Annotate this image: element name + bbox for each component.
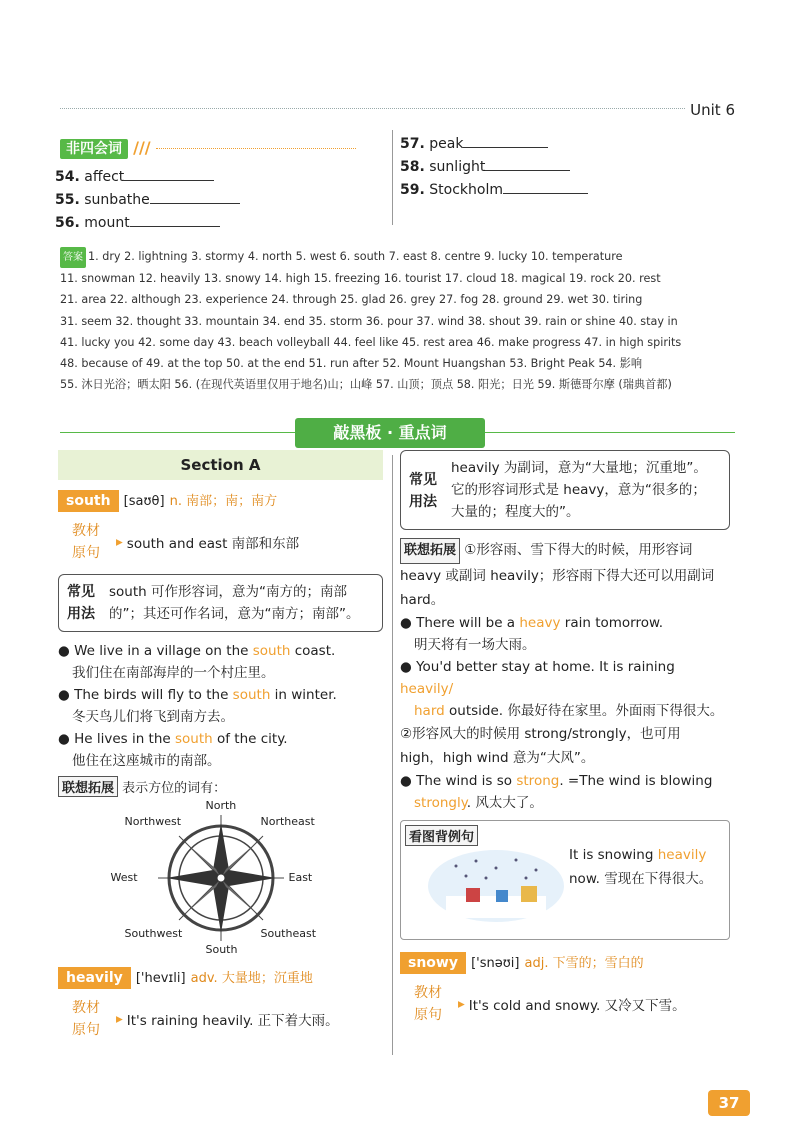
textbook-sentence: 教材 原句 ▸ south and east 南部和东部	[72, 523, 300, 561]
compass-northeast: Northeast	[260, 815, 315, 828]
answer-line: 答案 1. dry 2. lightning 3. stormy 4. north 5. west 6. south 7. east 8. centre 9. lucky 10. temperature	[60, 246, 720, 268]
example-line: ● There will be a heavy rain tomorrow.	[400, 615, 664, 631]
example-line: ● We live in a village on the south coast.	[58, 643, 336, 659]
word-tag: south	[58, 490, 119, 512]
banner-rule-right	[485, 432, 735, 433]
word-entry-south: south [saʊθ] n. 南部；南；南方	[58, 490, 383, 512]
compass-southeast: Southeast	[260, 927, 317, 940]
usage-box: 常见 用法 south 可作形容词，意为“南方的；南部 的”；其还可作名词，意为“南方；南部”。	[58, 574, 383, 632]
left-column	[58, 450, 383, 1041]
example-line: ● The wind is so strong. =The wind is blowing	[400, 773, 713, 789]
answer-line: 11. snowman 12. heavily 13. snowy 14. high 15. freezing 16. tourist 17. cloud 18. magical 19. rock 20. rest	[60, 272, 661, 286]
answer-line: 31. seem 32. thought 33. mountain 34. end 35. storm 36. pour 37. wind 38. shout 39. rain or shine 40. stay in	[60, 314, 678, 328]
word-tag: snowy	[400, 952, 466, 974]
example-line: ● You'd better stay at home. It is raining heavily/	[400, 659, 675, 697]
vocab-item: 57. peak	[400, 133, 588, 156]
extension-block: 联想拓展 ①形容雨、雪下得大的时候，用形容词 heavy 或副词 heavily；形容雨下得大还可以用副词 hard。 ● There will be a heavy rain tomorrow. 明天将有一场大雨。 ● You'd better stay at home. It is raining heavily/ hard outside. 你最好待在家里。外面雨下得很大。 ②形容风大的时候用 strong/strongly，也可用 high，high wind 意为“大风”。 ● The wind is so strong. =The wind is blowing strongly. 风太大了。	[400, 538, 730, 814]
example-translation: 他住在这座城市的南部。	[72, 753, 221, 769]
vocab-right	[400, 133, 588, 202]
banner-rule-left	[60, 432, 295, 433]
vocab-divider	[392, 130, 393, 225]
examples	[58, 640, 383, 772]
section-title: Section A	[58, 450, 383, 480]
compass-figure	[101, 799, 341, 956]
compass-southwest: Southwest	[124, 927, 183, 940]
word-entry-snowy: snowy ['snəʊi] adj. 下雪的；雪白的	[400, 952, 730, 974]
vocab-tag: 非四会词 ///	[60, 138, 356, 158]
vocab-item: 59. Stockholm	[400, 179, 588, 202]
word-entry-heavily: heavily ['hevɪli] adv. 大量地；沉重地	[58, 967, 383, 989]
vocab-item: 56. mount	[55, 212, 240, 235]
page-number: 37	[708, 1090, 750, 1116]
picture-example	[400, 820, 730, 940]
header-rule	[60, 108, 685, 109]
snowing-picture-icon	[426, 846, 566, 926]
compass-east: East	[288, 871, 313, 884]
vocab-tag-label: 非四会词	[60, 139, 128, 159]
section-banner: 敲黑板 · 重点词	[295, 418, 485, 448]
vocab-item: 54. affect	[55, 166, 240, 189]
picture-caption: It is snowing heavily now. 雪现在下得很大。	[569, 847, 713, 887]
answer-line: 48. because of 49. at the top 50. at the end 51. run after 52. Mount Huangshan 53. Bright Peak 54. 影响	[60, 357, 643, 371]
example-line: hard outside. 你最好待在家里。外面雨下得很大。	[414, 703, 724, 719]
example-line: ● The birds will fly to the south in winter.	[58, 687, 337, 703]
vocab-item: 58. sunlight	[400, 156, 588, 179]
textbook-sentence: 教材 原句 ▸ It's cold and snowy. 又冷又下雪。	[414, 985, 686, 1023]
example-translation: 明天将有一场大雨。	[414, 637, 536, 653]
answer-badge: 答案	[60, 247, 86, 268]
right-column	[400, 450, 730, 1026]
answer-line: 41. lucky you 42. some day 43. beach volleyball 44. feel like 45. rest area 46. make progress 47. in high spirits	[60, 335, 682, 349]
example-translation: 我们住在南部海岸的一个村庄里。	[72, 665, 275, 681]
picture-label: 看图背例句	[405, 825, 478, 846]
column-divider	[392, 455, 393, 1055]
answer-line: 55. 沐日光浴；晒太阳 56. (在现代英语里仅用于地名)山；山峰 57. 山顶；顶点 58. 阳光；日光 59. 斯德哥尔摩 (瑞典首都)	[60, 378, 672, 392]
vocab-item: 55. sunbathe	[55, 189, 240, 212]
unit-label: Unit 6	[690, 101, 735, 119]
answer-line: 21. area 22. although 23. experience 24. through 25. glad 26. grey 27. fog 28. ground 29. wet 30. tiring	[60, 293, 643, 307]
word-tag: heavily	[58, 967, 131, 989]
usage-box: 常见 用法 heavily 为副词，意为“大量地；沉重地”。 它的形容词形式是 heavy，意为“很多的； 大量的；程度大的”。	[400, 450, 730, 530]
vocab-left	[55, 166, 240, 235]
answer-block	[60, 246, 720, 395]
textbook-sentence: 教材 原句 ▸ It's raining heavily. 正下着大雨。	[72, 1000, 339, 1038]
example-translation: 冬天鸟儿们将飞到南方去。	[72, 709, 234, 725]
compass-west: West	[110, 871, 138, 884]
extension-note: 联想拓展 表示方位的词有：	[58, 776, 383, 797]
example-line: ● He lives in the south of the city.	[58, 731, 288, 747]
example-line: strongly. 风太大了。	[414, 795, 543, 811]
compass-northwest: Northwest	[124, 815, 182, 828]
compass-north: North	[205, 799, 237, 812]
compass-south: South	[205, 943, 238, 956]
